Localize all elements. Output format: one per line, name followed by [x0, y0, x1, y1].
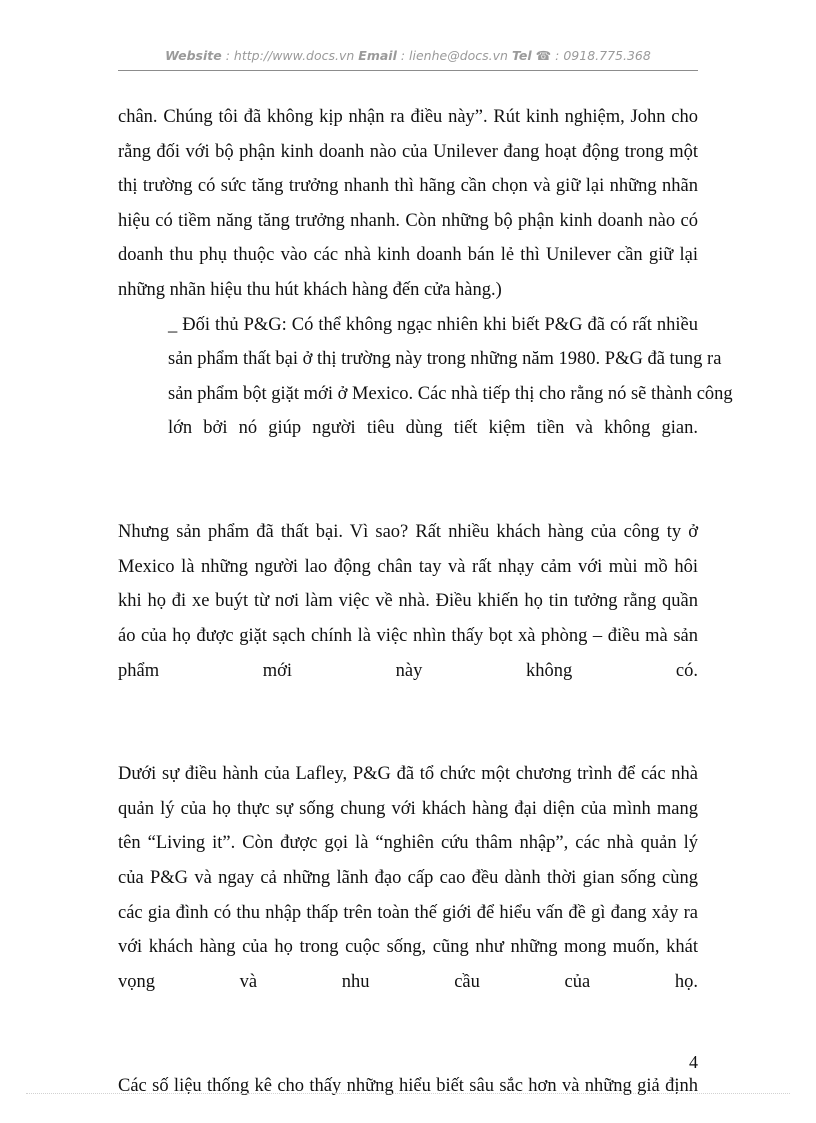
paragraph-statistics — [118, 1069, 698, 1104]
tel-label: Tel — [511, 48, 532, 63]
text-line: rằng đối với bộ phận kinh doanh nào của Unilever đang hoạt động trong một — [118, 141, 698, 162]
paragraph-spacer — [118, 688, 698, 723]
document-body — [118, 100, 733, 1103]
text-line: Dưới sự điều hành của Lafley, P&G đã tổ chức một chương trình để các nhà — [118, 764, 698, 785]
text-line: thị trường có sức tăng trưởng nhanh thì hãng cần chọn và giữ lại những nhãn — [118, 176, 698, 197]
text-line: các gia đình có thu nhập thấp trên toàn thế giới để hiểu vấn đề gì đang xảy ra — [118, 902, 698, 923]
text-line: _ Đối thủ P&G: Có thể không ngạc nhiên khi biết P&G đã có rất nhiều — [168, 314, 698, 335]
text-line: sản phẩm bột giặt mới ở Mexico. Các nhà tiếp thị cho rằng nó sẽ thành công — [168, 383, 733, 404]
text-line: Mexico là những người lao động chân tay và rất nhạy cảm với mùi mồ hôi — [118, 556, 698, 577]
paragraph-spacer — [118, 446, 698, 481]
paragraph-living-it — [118, 757, 698, 999]
website-url[interactable]: http://www.docs.vn — [233, 48, 355, 63]
text-line: tên “Living it”. Còn được gọi là “nghiên cứu thâm nhập”, các nhà quản lý — [118, 833, 698, 854]
text-line: Nhưng sản phẩm đã thất bại. Vì sao? Rất nhiều khách hàng của công ty ở — [118, 522, 698, 543]
text-line: của P&G và ngay cả những lãnh đạo cấp cao đều dành thời gian sống cùng — [118, 868, 698, 889]
text-line: sản phẩm thất bại ở thị trường này trong những năm 1980. P&G đã tung ra — [168, 349, 722, 370]
website-label: Website — [165, 48, 222, 63]
text-line: lớn bởi nó giúp người tiêu dùng tiết kiệm tiền và không gian. — [168, 418, 698, 439]
text-line: quản lý của họ thực sự sống chung với khách hàng đại diện của mình mang — [118, 798, 698, 819]
text-line: với khách hàng của họ trong cuộc sống, cũng như những mong muốn, khát — [118, 937, 698, 958]
page-header — [118, 48, 698, 72]
text-line: vọng và nhu cầu của họ. — [118, 971, 698, 992]
paragraph-pg-competitor — [118, 308, 733, 446]
website-separator: : — [221, 48, 234, 63]
tel-number: ☎ : 0918.775.368 — [531, 48, 651, 63]
text-line: phẩm mới này không có. — [118, 660, 698, 681]
header-divider — [118, 70, 698, 71]
page-number: 4 — [689, 1052, 698, 1072]
paragraph-unilever-lesson — [118, 100, 698, 308]
email-address[interactable]: lienhe@docs.vn — [409, 48, 508, 63]
text-line: chân. Chúng tôi đã không kịp nhận ra điều này”. Rút kinh nghiệm, John cho — [118, 107, 698, 127]
paragraph-spacer — [118, 999, 698, 1034]
footer-divider — [26, 1093, 790, 1094]
text-line: những nhãn hiệu thu hút khách hàng đến cửa hàng.) — [118, 279, 502, 300]
text-line: áo của họ được giặt sạch chính là việc nhìn thấy bọt xà phòng – điều mà sản — [118, 625, 698, 646]
text-line: hiệu có tiềm năng tăng trưởng nhanh. Còn những bộ phận kinh doanh nào có — [118, 210, 698, 231]
text-line: doanh thu phụ thuộc vào các nhà kinh doanh bán lẻ thì Unilever cần giữ lại — [118, 245, 698, 266]
text-line: Các số liệu thống kê cho thấy những hiểu biết sâu sắc hơn và những giả định — [118, 1075, 698, 1096]
email-label: Email — [358, 48, 397, 63]
email-separator: : — [396, 48, 410, 63]
text-line: khi họ đi xe buýt từ nơi làm việc về nhà. Điều khiến họ tin tưởng rằng quần — [118, 591, 698, 612]
paragraph-product-failure — [118, 515, 698, 688]
